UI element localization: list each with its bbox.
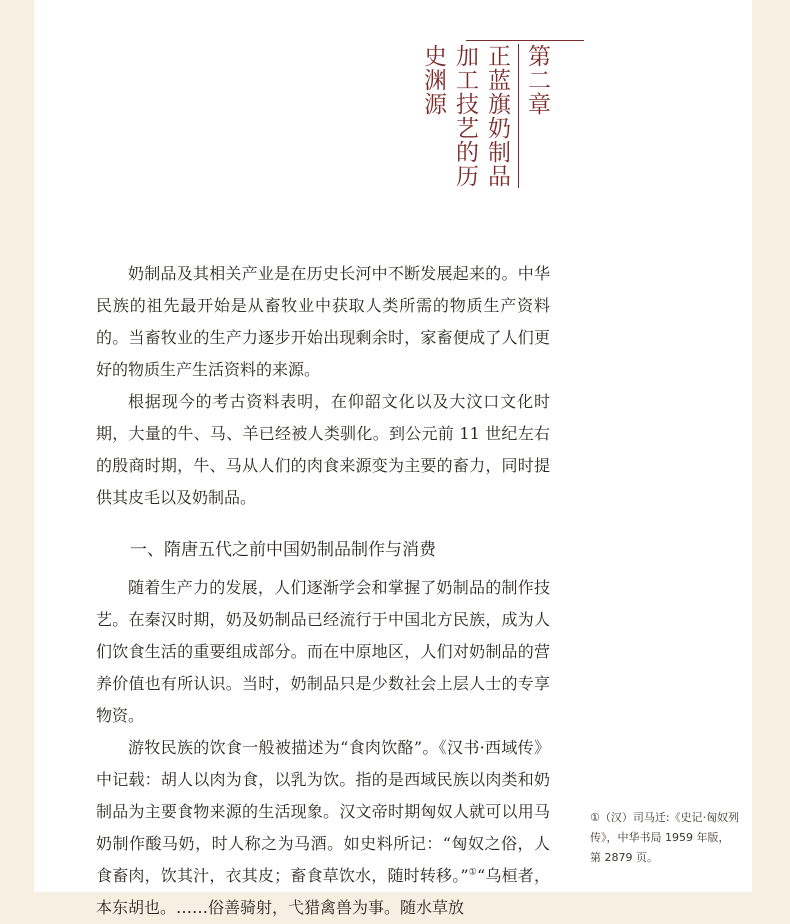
paragraph [96,732,550,924]
chapter-title-block [0,44,552,188]
book-page [34,0,752,917]
footnote: ①（汉）司马迁:《史记·匈奴列传》，中华书局 1959 年版，第 2879 页。 [590,811,740,864]
paragraph-text: “乌桓者，本东胡也。……俗善骑射，弋猎禽兽为事。随水草放 [96,866,550,917]
chapter-title-line-2: 加工技艺的历 [452,44,478,188]
body-text [96,258,550,924]
chapter-rule [466,40,584,41]
paragraph: 随着生产力的发展，人们逐渐学会和掌握了奶制品的制作技艺。在秦汉时期，奶及奶制品已经流行于中国北方民族，成为人们饮食生活的重要组成部分。而在中原地区，人们对奶制品的营养价值也有所认识。当时，奶制品只是少数社会上层人士的专享物资。 [96,578,550,725]
paragraph: 根据现今的考古资料表明，在仰韶文化以及大汶口文化时期，大量的牛、马、羊已经被人类驯化。到公元前 11 世纪左右的殷商时期，牛、马从人们的肉食来源变为主要的畜力，同时提供其皮毛以及奶制品。 [96,392,550,507]
paragraph: 奶制品及其相关产业是在历史长河中不断发展起来的。中华民族的祖先最开始是从畜牧业中获取人类所需的物质生产资料的。当畜牧业的生产力逐步开始出现剩余时，家畜便成了人们更好的物质生产生活资料的来源。 [96,264,550,379]
chapter-title-line-1: 正蓝旗奶制品 [484,44,510,188]
paragraph-text: 游牧民族的饮食一般被描述为“食肉饮酪”。《汉书·西域传》中记载：胡人以肉为食，以乳为饮。指的是西域民族以肉类和奶制品为主要食物来源的生活现象。汉文帝时期匈奴人就可以用马奶制作酸马奶，时人称之为马酒。如史料所记：“匈奴之俗，人食畜肉，饮其汁，衣其皮；畜食草饮水，随时转移。” [96,738,550,885]
chapter-title-line-3: 史渊源 [420,44,446,116]
footnote-marker[interactable]: ① [468,867,478,878]
chapter-number: 第二章 [518,44,552,188]
section-heading: 一、隋唐五代之前中国奶制品制作与消费 [130,540,436,560]
